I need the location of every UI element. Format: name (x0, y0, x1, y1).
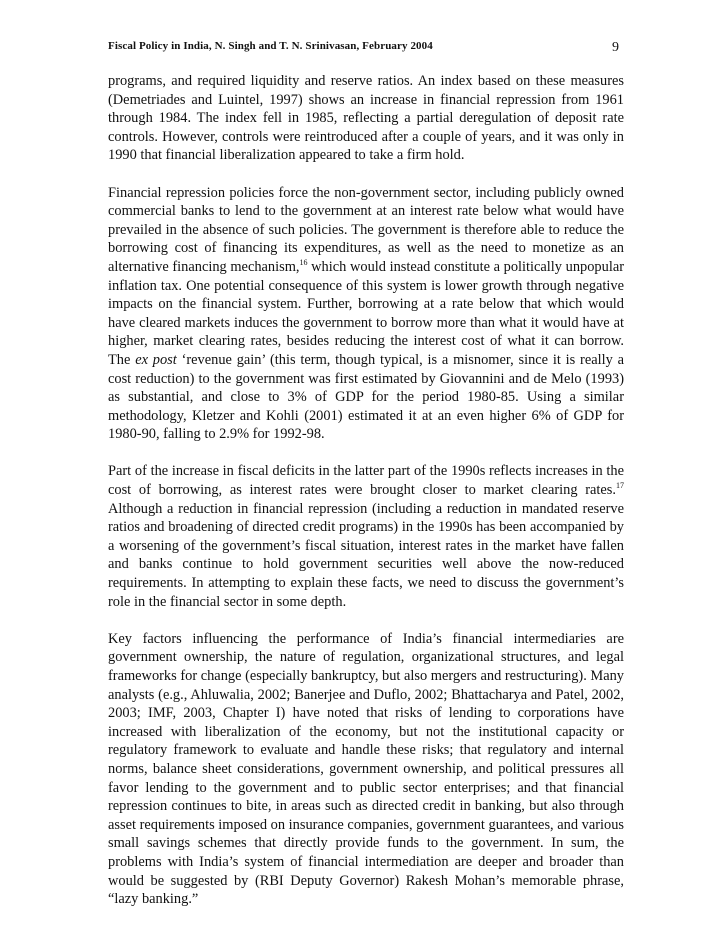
paragraph-4: Key factors influencing the performance of India’s financial intermediaries are government ownership, the nature of regulation, organizational structures, and legal frameworks for change (especially bankruptcy, but also mergers and restructuring). Many analysts (e.g., Ahluwalia, 2002; Banerjee and Duflo, 2002; Bhattacharya and Patel, 2002, 2003; IMF, 2003, Chapter I) have noted that risks of lending to corporations have increased with liberalization of the economy, but not the institutional capacity or regulatory framework to evaluate and handle these risks; that regulatory and internal norms, balance sheet considerations, government ownership, and political pressures all favor lending to the government and to public sector enterprises; and that financial repression continues to bite, in areas such as directed credit in banking, but also through asset requirements imposed on insurance companies, government guarantees, and various small savings schemes that directly provide funds to the government. In sum, the problems with India’s system of financial intermediation are deeper and broader than would be suggested by (RBI Deputy Governor) Rakesh Mohan’s memorable phrase, “lazy banking.” (108, 630, 624, 908)
paragraph-2-text-a: Financial repression policies force the non-government sector, including publicly owned commercial banks to lend to the government at an interest rate below what would have prevailed in the absence of such policies. The government is therefore able to reduce the borrowing cost of financing its expenditures, as well as the need to monetize as an alternative financing mechanism, (108, 184, 624, 275)
running-header: Fiscal Policy in India, N. Singh and T. N. Srinivasan, February 2004 (108, 40, 433, 52)
paragraph-2 (108, 184, 624, 444)
paragraph-1: programs, and required liquidity and reserve ratios. An index based on these measures (Demetriades and Luintel, 1997) shows an increase in financial repression from 1961 through 1984. The index fell in 1985, reflecting a partial deregulation of deposit rate controls. However, controls were reintroduced after a couple of years, and it was only in 1990 that financial liberalization appeared to take a firm hold. (108, 73, 624, 164)
paragraph-2-text-c: ‘revenue gain’ (this term, though typical, is a misnomer, since it is really a cost reduction) to the government was first estimated by Giovannini and de Melo (1993) as substantial, and close to 3% of GDP for the period 1980-85. Using a similar methodology, Kletzer and Kohli (2001) estimated it at an even higher 6% of GDP for 1980-90, falling to 2.9% for 1992-98. (108, 351, 624, 443)
paragraph-2-text-b: which would instead constitute a politically unpopular inflation tax. One potential consequence of this system is lower growth through negative impacts on the financial system. Further, borrowing at a rate below that which would have cleared markets induces the government to borrow more than what it would have at higher, market clearing rates, besides reducing the interest cost of what it can borrow. The (108, 258, 624, 368)
paragraph-3-text-b: Although a reduction in financial repression (including a reduction in mandated reserve ratios and broadening of directed credit programs) in the 1990s has been accompanied by a worsening of the government’s fiscal situation, interest rates in the market have fallen and banks continue to hold government securities well above the now-reduced requirements. In attempting to explain these facts, we need to discuss the government’s role in the financial sector in some depth. (108, 500, 624, 610)
footnote-ref-16[interactable]: 16 (299, 257, 308, 267)
paragraph-3 (108, 462, 624, 611)
italic-term-ex-post: ex post (135, 351, 177, 368)
page-body (108, 72, 624, 927)
page-number: 9 (612, 40, 619, 55)
footnote-ref-17[interactable]: 17 (616, 481, 624, 491)
paragraph-3-text-a: Part of the increase in fiscal deficits in the latter part of the 1990s reflects increases in the cost of borrowing, as interest rates were brought closer to market clearing rates. (108, 463, 624, 499)
